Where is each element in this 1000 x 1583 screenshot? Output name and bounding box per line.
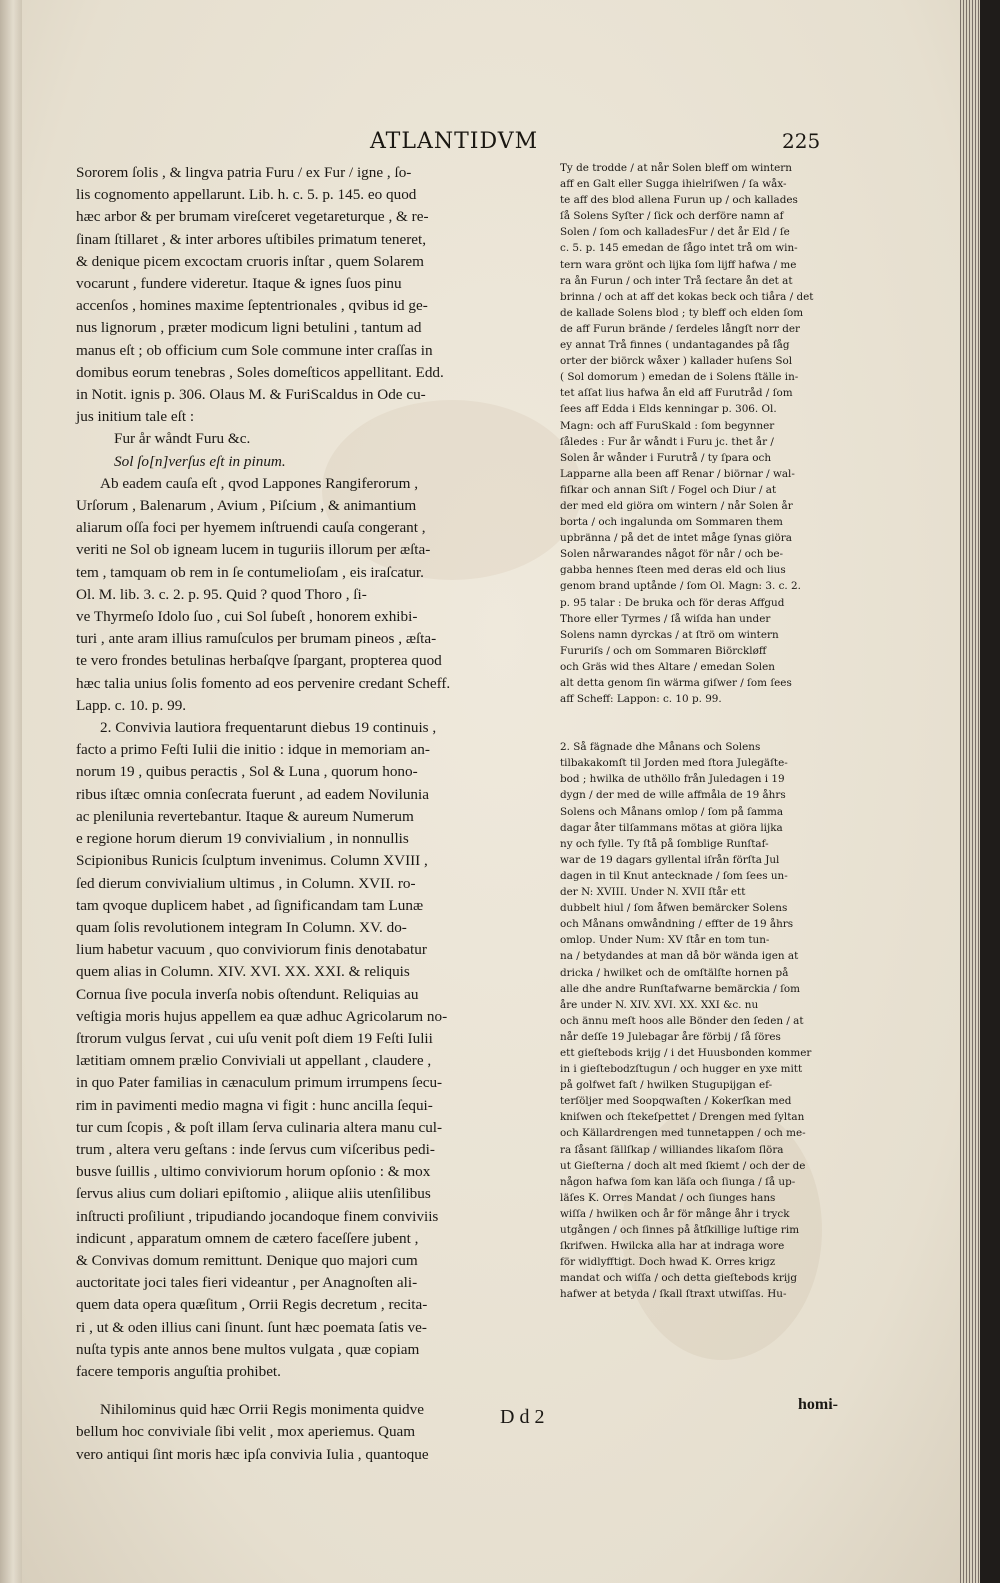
swedish-line: på golfwet faſt / hwilken Stugupijgan ef- (560, 1079, 773, 1092)
swedish-line: åre under N. XIV. XVI. XX. XXI &c. nu (560, 998, 759, 1011)
latin-line: & Convivas domum remittunt. Denique quo majori cum (76, 1251, 418, 1269)
latin-line: Sororem ſolis , & lingva patria Furu / ex Fur / igne , ſo- (76, 164, 412, 181)
swedish-line: dagar åter tilſammans mötas at giöra lijka (560, 821, 783, 834)
swedish-line: ey annat Trå finnes ( undantagandes på ſåg (560, 339, 790, 352)
latin-line: Scipionibus Runicis ſculptum invenimus. Column XVIII , (76, 852, 428, 870)
latin-line: veſtigia moris hujus appellem ea quæ adhuc Agricolarum no- (76, 1007, 448, 1025)
swedish-line: fiſkar och annan Siſt / Fogel och Diur / at (560, 483, 777, 496)
swedish-line: ra ån Furun / och inter Trå ſectare ån det at (560, 274, 793, 287)
swedish-line: dubbelt hiul / ſom åfwen bemärcker Solens (560, 902, 788, 915)
latin-line: ri , ut & oden illius cani ſinunt. ſunt hæc poemata ſatis ve- (76, 1318, 427, 1336)
latin-line: in Notit. ignis p. 306. Olaus M. & FuriScaldus in Ode cu- (76, 386, 426, 404)
latin-line: Cornua ſive pocula inverſa nobis oſtendunt. Reliquias au (76, 985, 419, 1003)
swedish-line: borta / och ingalunda om Sommaren them (560, 516, 783, 529)
swedish-line: mandat och wiſſa / och detta gieſtebods krijg (560, 1272, 798, 1285)
left-page-edge (0, 0, 22, 1583)
latin-line: rim in pavimenti medio magna vi figit : hunc ancilla ſequi- (76, 1096, 433, 1114)
book-page (22, 0, 980, 1583)
latin-line: lætitiam omnem prælio Conviviali ut appellant , claudere , (76, 1052, 432, 1070)
latin-line: ſervus alius cum doliari epiſtomio , aliique aliis utenſilibus (76, 1185, 431, 1203)
latin-line: vero antiqui ſint moris hæc ipſa convivia Iulia , quantoque (76, 1445, 429, 1463)
latin-line: quam ſolis revolutionem integram In Column. XV. do- (76, 918, 407, 936)
latin-line: Ol. M. lib. 3. c. 2. p. 95. Quid ? quod Thoro , ſi- (76, 585, 367, 603)
swedish-line: Solen / ſom och kalladesFur / det år Eld / ſe (560, 226, 790, 239)
latin-line: tam qvoque duplicem habet , ad ſignificandam tam Lunæ (76, 896, 424, 914)
swedish-line: 2. Så fägnade dhe Månans och Solens (560, 741, 761, 754)
verse-quote: Fur år wåndt Furu &c. (114, 430, 251, 448)
swedish-line: genom brand uptånde / ſom Ol. Magn: 3. c. 2. (560, 580, 801, 593)
swedish-line: de kallade Solens blod ; ty bleff och elden ſom (560, 306, 804, 319)
page-stack-edge (960, 0, 980, 1583)
latin-line: facto a primo Feſti Iulii die initio : idque in memoriam an- (76, 741, 430, 759)
latin-line: hæc arbor & per brumam vireſceret vegetareturque , & re- (76, 208, 429, 226)
swedish-line: kniſwen och ſtekeſpettet / Drengen med ſyltan (560, 1111, 805, 1124)
latin-line: Ab eadem cauſa eſt , qvod Lappones Rangiferorum , (100, 474, 418, 492)
swedish-line: Magn: och aff FuruSkald : ſom begynner (560, 419, 775, 432)
swedish-line: ra ſåsant ſällſkap / williandes likaſom ſlöra (560, 1143, 784, 1156)
latin-line: hæc talia unius ſolis fomento ad eos pervenire credant Scheff. (76, 674, 451, 692)
swedish-line: ett gieſtebods krijg / i det Huusbonden kommer (560, 1046, 812, 1059)
swedish-line: in i gieſtebodzſtugun / och hugger en yxe mitt (560, 1063, 803, 1076)
latin-line: accenſos , homines maxime ſeptentrionales , qvibus id ge- (76, 297, 428, 315)
swedish-line: na / betydandes at man då bör wända igen at (560, 950, 799, 963)
latin-line: ac plenilunia revertebantur. Itaque & aureum Numerum (76, 807, 414, 825)
latin-line: quem data opera quæſitum , Orrii Regis decretum , recita- (76, 1296, 428, 1314)
swedish-line: p. 95 talar : De bruka och för deras Affgud (560, 596, 785, 609)
swedish-line: och Gräs wid thes Altare / emedan Solen (560, 660, 775, 673)
latin-line: ribus iſtæc omnia conſecrata fuerunt , ad eadem Novilunia (76, 785, 429, 803)
swedish-line: dagen in til Knut antecknade / ſom ſees un- (560, 869, 788, 882)
swedish-line: Solens namn dyrckas / at ſtrö om wintern (560, 628, 779, 641)
latin-line: auctoritate joci tales fieri videantur , per Anagnoſten ali- (76, 1274, 418, 1292)
swedish-line: ny och fylle. Ty ſtå på ſomblige Runſtaf- (560, 837, 769, 850)
swedish-column (560, 160, 842, 1302)
latin-line: & denique picem excoctam cruoris inſtar , quem Solarem (76, 252, 424, 270)
latin-line: jus initium tale eſt : (76, 408, 195, 426)
swedish-line: Fururiſs / och om Sommaren Biörckløff (560, 644, 767, 657)
latin-column (76, 162, 546, 1466)
catchword: homi- (798, 1396, 838, 1413)
swedish-line: Solens och Månans omlop / ſom på ſamma (560, 805, 784, 818)
swedish-line: ſåledes : Fur år wåndt i Furu jc. thet år / (560, 435, 774, 448)
latin-line: vocarunt , fundere videretur. Itaque & ignes ſuos pinu (76, 275, 402, 293)
latin-line: bellum hoc conviviale ſibi velit , mox aperiemus. Quam (76, 1423, 416, 1441)
latin-line: ſinam ſtillaret , & inter arbores uſtibiles primatum teneret, (76, 230, 427, 248)
swedish-line: omlop. Under Num: XV ſtår en tom tun- (560, 934, 770, 947)
swedish-line: och Källardrengen med tunnetappen / och me- (560, 1127, 806, 1140)
swedish-line: c. 5. p. 145 emedan de ſågo intet trå om win- (560, 242, 798, 255)
swedish-line: hafwer at betyda / ſkall ſtraxt utwiſſas. Hu- (560, 1288, 787, 1301)
swedish-line: Solen år wånder i Furutrå / ty ſpara och (560, 451, 772, 464)
latin-line: tur cum ſcopis , & poſt illam ſerva culinaria altera manu cul- (76, 1118, 443, 1136)
latin-line: aliarum oſſa foci per hyemem inſtruendi cauſa congerant , (76, 519, 426, 537)
swedish-line: ſees aff Edda i Elds kenningar p. 306. Ol. (560, 403, 777, 416)
latin-line: domibus eorum tenebras , Soles domeſticos appellitant. Edd. (76, 363, 444, 381)
swedish-line: alle dhe andre Runſtafwarne bemärckia / ſom (560, 982, 801, 995)
page-number: 225 (782, 129, 821, 153)
swedish-line: Thore eller Tyrmes / ſå wiſda han under (560, 612, 771, 625)
latin-line: ſtrorum vulgus ſervat , cui uſu venit poſt diem 19 Feſti Iulii (76, 1029, 433, 1047)
swedish-line: gabba hennes ſteen med deras eld och lius (560, 564, 786, 577)
swedish-line: för widlyfftigt. Doch hwad K. Orres krigz (560, 1256, 776, 1269)
latin-line: Lapp. c. 10. p. 99. (76, 696, 187, 714)
latin-line: turi , ante aram illius ramuſculos per brumam pineos , æſta- (76, 630, 437, 648)
swedish-line: war de 19 dagars gyllental iſrån förſta Jul (560, 853, 780, 866)
swedish-line: Ty de trodde / at når Solen bleff om wintern (560, 162, 792, 174)
latin-line: manus eſt ; ob officium cum Sole commune inter craſſas in (76, 341, 433, 359)
signature-mark: D d 2 (500, 1406, 545, 1428)
swedish-line: upbränna / på det de intet måge ſynas giöra (560, 532, 792, 545)
swedish-line: orter der biörck wåxer ) kallader huſens Sol (560, 355, 793, 368)
swedish-line: tern wara grönt och lijka ſom lijff hafwa / me (560, 258, 797, 271)
latin-line: 2. Convivia lautiora frequentarunt diebus 19 continuis , (100, 719, 437, 737)
swedish-line: der N: XVIII. Under N. XVII ſtår ett (560, 886, 746, 899)
swedish-line: terſöljer med Soopqwaſten / Kokerſkan med (560, 1095, 792, 1108)
swedish-line: någon hafwa ſom kan läſa och ſiunga / ſå up- (560, 1175, 796, 1188)
swedish-line: brinna / och at aff det kokas beck och tiåra / det (560, 290, 814, 303)
swedish-line: Solen nårwarandes något för når / och be- (560, 548, 784, 561)
latin-line: nuſta typis ante annos bene multos vulgata , quæ copiam (76, 1340, 420, 1358)
swedish-line: aff en Galt eller Sugga ihielriſwen / ſa wåx- (560, 178, 787, 191)
latin-line: indicunt , apparatum omnem de cætero faceſſere jubent , (76, 1229, 419, 1247)
swedish-line: dygn / der med de wille affmåla de 19 åhrs (560, 789, 786, 802)
latin-line: norum 19 , quibus peractis , Sol & Luna , quorum hono- (76, 763, 418, 781)
paragraph-gap (560, 707, 842, 739)
swedish-line: dricka / hwilket och de omſtälſte hornen på (560, 966, 789, 979)
latin-line: lium habetur vacuum , quo conviviorum finis denotabatur (76, 941, 427, 959)
swedish-line: de aff Furun brände / ſerdeles långſt norr der (560, 322, 800, 335)
swedish-line: utgången / och ſinnes på åtſkillige luſtige rim (560, 1224, 800, 1236)
latin-line: Urſorum , Balenarum , Avium , Piſcium , & animantium (76, 497, 417, 515)
running-title: ATLANTIDVM (370, 129, 539, 154)
latin-line: inſtructi proſiliunt , tripudiando jocandoque finem conviviis (76, 1207, 439, 1225)
latin-line: te vero frondes betulinas herbaſqve ſpargant, propterea quod (76, 652, 442, 670)
swedish-line: ( Sol domorum ) emedan de i Solens ſtälle in- (560, 371, 799, 384)
verse-translation: Sol ſo[n]verſus eſt in pinum. (114, 452, 286, 470)
swedish-line: Lapparne alla been aff Renar / biörnar / wal- (560, 467, 795, 480)
swedish-line: läſes K. Orres Mandat / och ſiunges hans (560, 1191, 776, 1204)
latin-line: Nihilominus quid hæc Orrii Regis monimenta quidve (100, 1401, 424, 1419)
latin-line: trum , altera veru geſtans : inde ſervus cum viſceribus pedi- (76, 1140, 435, 1158)
swedish-line: ſkrifwen. Hwilcka alla har at indraga wore (560, 1240, 785, 1253)
swedish-line: bod ; hwilka de uthöllo från Juledagen i 19 (560, 773, 785, 786)
swedish-line: der med eld giöra om wintern / når Solen år (560, 499, 793, 512)
swedish-line: och Månans omwåndning / effter de 19 åhrs (560, 918, 794, 931)
paragraph-gap (76, 1383, 546, 1399)
swedish-line: aff Scheff: Lappon: c. 10 p. 99. (560, 693, 722, 706)
swedish-line: alt detta genom ſin wärma giſwer / ſom ſees (560, 677, 792, 689)
latin-line: quem alias in Column. XIV. XVI. XX. XXI. & reliquis (76, 963, 410, 981)
swedish-line: tilbakakomſt til Jorden med ſtora Julegäſte- (560, 757, 788, 770)
swedish-line: ut Gieſterna / doch alt med ſkiemt / och der de (560, 1159, 806, 1172)
latin-line: facere temporis anguſtia prohibet. (76, 1362, 281, 1380)
latin-line: nus lignorum , præter modicum ligni betulini , tantum ad (76, 319, 422, 337)
latin-line: busve ſuillis , ultimo conviviorum horum opſonio : & mox (76, 1163, 431, 1181)
latin-line: lis cognomento appellarunt. Lib. h. c. 5. p. 145. eo quod (76, 186, 417, 204)
swedish-line: wiſſa / hwilken och år för månge åhr i tryck (560, 1207, 790, 1220)
latin-line: e regione horum dierum 19 convivialium , in nonnullis (76, 830, 409, 848)
latin-line: in quo Pater familias in cænaculum primum irrumpens ſecu- (76, 1074, 443, 1092)
swedish-line: når deſſe 19 Julebagar åre förbij / ſå ſöres (560, 1030, 781, 1043)
swedish-line: ſå Solens Syſter / ſick och derföre namn af (560, 210, 784, 223)
latin-line: ſed dierum convivialium ultimus , in Column. XVII. ro- (76, 874, 416, 892)
swedish-line: te aff des blod allena Furun up / och kallades (560, 194, 798, 207)
swedish-line: och ännu meſt hoos alle Bönder den ſeden / at (560, 1014, 804, 1027)
latin-line: veriti ne Sol ob igneam lucem in tuguriis illorum per æſta- (76, 541, 431, 559)
latin-line: tem , tamquam ob rem in ſe contumelioſam , eis iraſcatur. (76, 563, 424, 581)
swedish-line: tet aſſat lius hafwa ån eld aff Furutråd / ſom (560, 387, 793, 400)
latin-line: ve Thyrmeſo Idolo ſuo , cui Sol ſubeſt , honorem exhibi- (76, 608, 418, 626)
